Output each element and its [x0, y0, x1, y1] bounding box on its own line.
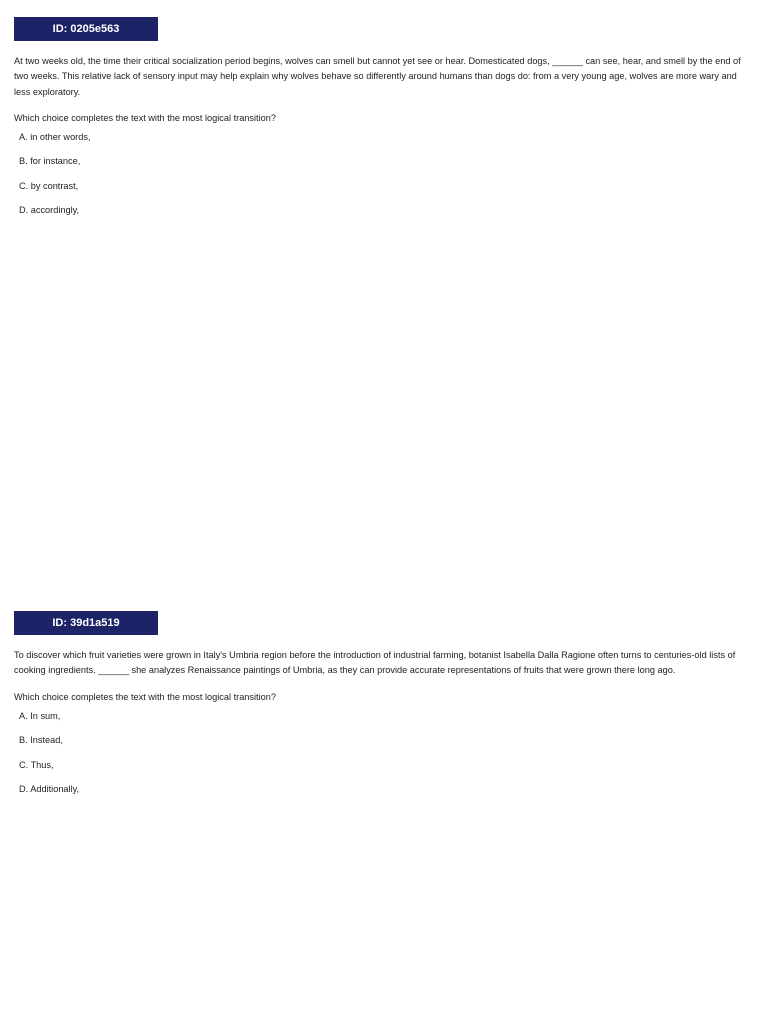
question-passage: At two weeks old, the time their critical socialization period begins, wolves can smell but cannot yet see or hear. Domesticated dogs, ______ can see, hear, and smell by the end of two weeks. This relative lack of sensory input may help explain why wolves behave so differently around humans than dogs do: from a very young age, wolves are more wary and less exploratory. [14, 56, 741, 97]
choice-a[interactable]: A. in other words, [19, 131, 91, 142]
question-block-1 [14, 17, 754, 228]
question-prompt: Which choice completes the text with the most logical transition? [14, 691, 276, 702]
question-id-badge: ID: 0205e563 [14, 17, 158, 41]
answer-choices [19, 709, 754, 807]
question-prompt: Which choice completes the text with the most logical transition? [14, 112, 276, 123]
choice-a[interactable]: A. In sum, [19, 710, 61, 721]
choice-c[interactable]: C. Thus, [19, 759, 54, 770]
choice-b[interactable]: B. Instead, [19, 735, 63, 746]
choice-d[interactable]: D. Additionally, [19, 784, 80, 795]
question-id-badge: ID: 39d1a519 [14, 611, 158, 635]
choice-b[interactable]: B. for instance, [19, 156, 81, 167]
answer-choices [19, 130, 754, 228]
question-passage: To discover which fruit varieties were grown in Italy's Umbria region before the introduction of industrial farming, botanist Isabella Dalla Ragione often turns to centuries-old lists of cooking ingredients. ______ she analyzes Renaissance paintings of Umbria, as they can provide accurate representations of fruits that were grown there long ago. [14, 650, 736, 676]
choice-d[interactable]: D. accordingly, [19, 205, 80, 216]
question-block-2 [14, 611, 754, 807]
choice-c[interactable]: C. by contrast, [19, 180, 79, 191]
